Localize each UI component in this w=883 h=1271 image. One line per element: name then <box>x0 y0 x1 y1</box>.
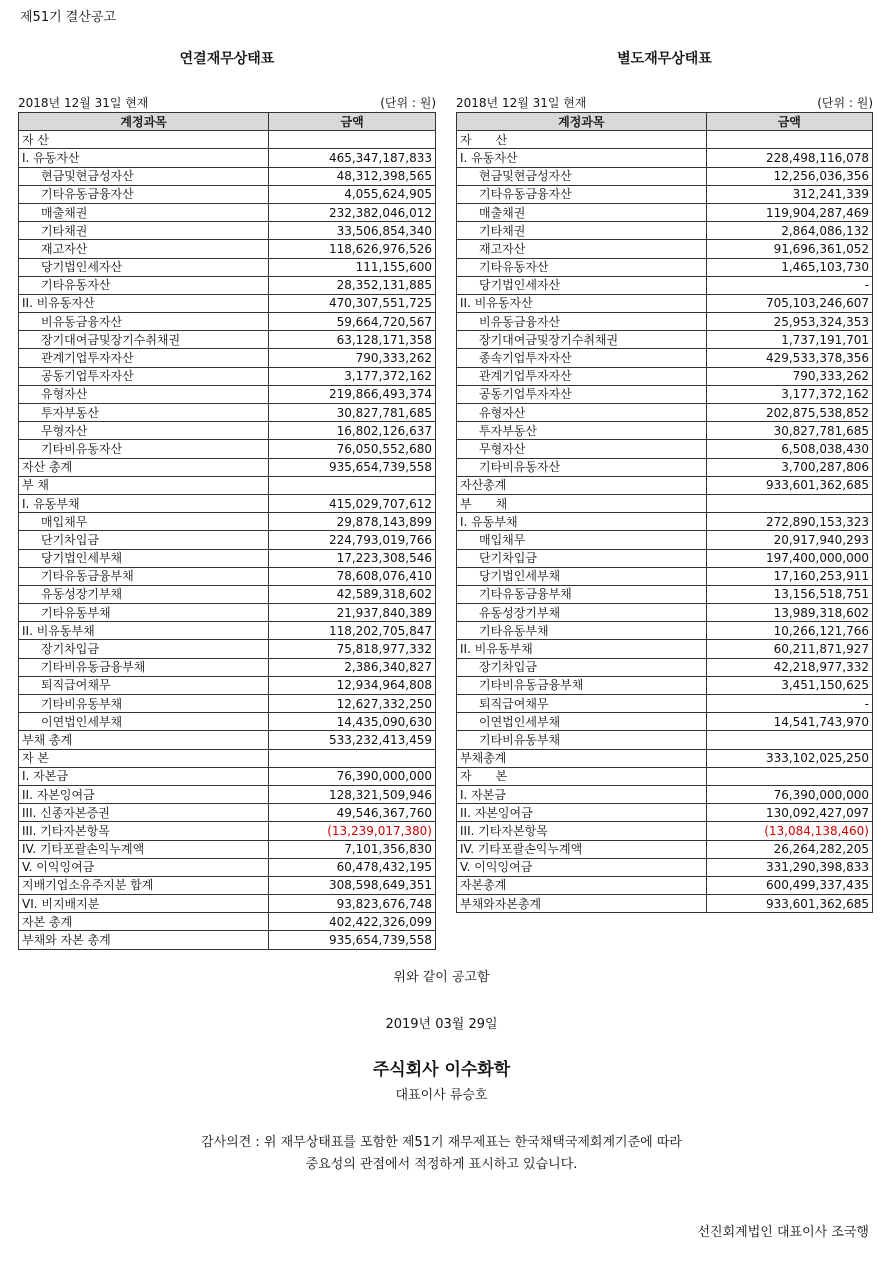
amount-cell: 17,223,308,546 <box>269 549 436 567</box>
account-cell: 기타유동자산 <box>19 276 269 294</box>
amount-cell: 308,598,649,351 <box>269 876 436 894</box>
table-row <box>457 585 873 603</box>
amount-cell: 228,498,116,078 <box>706 149 872 167</box>
table-row <box>19 458 436 476</box>
table-row <box>19 149 436 167</box>
table-row <box>457 476 873 494</box>
table-row <box>457 185 873 203</box>
amount-cell: 14,541,743,970 <box>706 713 872 731</box>
amount-cell: 333,102,025,250 <box>706 749 872 767</box>
consolidated-unit: (단위 : 원) <box>380 96 436 110</box>
amount-cell: 4,055,624,905 <box>269 185 436 203</box>
account-cell: 기타채권 <box>457 222 707 240</box>
consolidated-rows <box>19 131 436 949</box>
amount-cell: 7,101,356,830 <box>269 840 436 858</box>
amount-cell: 28,352,131,885 <box>269 276 436 294</box>
account-cell: II. 자본잉여금 <box>19 785 269 803</box>
amount-cell: 91,696,361,052 <box>706 240 872 258</box>
table-row <box>19 895 436 913</box>
table-row <box>19 931 436 949</box>
amount-cell: 1,737,191,701 <box>706 331 872 349</box>
account-cell: 매입채무 <box>457 531 707 549</box>
table-row <box>457 767 873 785</box>
amount-cell: 48,312,398,565 <box>269 167 436 185</box>
amount-cell: 26,264,282,205 <box>706 840 872 858</box>
amount-cell <box>706 731 872 749</box>
account-cell: I. 자본금 <box>457 785 707 803</box>
amount-cell: 600,499,337,435 <box>706 876 872 894</box>
account-cell: 지배기업소유주지분 합계 <box>19 876 269 894</box>
table-row <box>457 749 873 767</box>
amount-cell: 16,802,126,637 <box>269 422 436 440</box>
account-cell: 기타비유동부채 <box>457 731 707 749</box>
table-row <box>457 622 873 640</box>
account-cell: 관계기업투자자산 <box>19 349 269 367</box>
table-row <box>457 640 873 658</box>
table-row <box>457 658 873 676</box>
account-cell: II. 비유동부채 <box>457 640 707 658</box>
account-cell: 비유동금융자산 <box>457 313 707 331</box>
consolidated-date: 2018년 12월 31일 현재 <box>18 96 149 110</box>
amount-cell: 49,546,367,760 <box>269 804 436 822</box>
notice-date: 2019년 03월 29일 <box>385 1017 498 1032</box>
amount-cell: 3,177,372,162 <box>706 385 872 403</box>
account-cell: 당기법인세자산 <box>457 276 707 294</box>
account-cell: 재고자산 <box>457 240 707 258</box>
account-cell: 현금및현금성자산 <box>457 167 707 185</box>
amount-cell: 42,589,318,602 <box>269 585 436 603</box>
account-cell: 재고자산 <box>19 240 269 258</box>
table-row <box>457 240 873 258</box>
amount-cell: 13,156,518,751 <box>706 585 872 603</box>
account-cell: 부 채 <box>457 494 707 512</box>
account-cell: 부채와 자본 총계 <box>19 931 269 949</box>
account-cell: 단기차입금 <box>457 549 707 567</box>
amount-cell: 935,654,739,558 <box>269 458 436 476</box>
table-header-row <box>457 113 873 131</box>
account-cell: III. 기타자본항목 <box>457 822 707 840</box>
amount-cell: - <box>706 695 872 713</box>
company-name: 주식회사 이수화학 <box>372 1060 511 1080</box>
amount-cell: 75,818,977,332 <box>269 640 436 658</box>
table-row <box>19 913 436 931</box>
table-row <box>19 622 436 640</box>
table-row <box>19 785 436 803</box>
amount-cell: (13,084,138,460) <box>706 822 872 840</box>
table-row <box>457 422 873 440</box>
account-cell: 기타비유동부채 <box>19 695 269 713</box>
amount-cell: 331,290,398,833 <box>706 858 872 876</box>
table-row <box>19 131 436 149</box>
table-row <box>19 185 436 203</box>
amount-cell <box>269 131 436 149</box>
account-cell: 기타유동금융부채 <box>19 567 269 585</box>
amount-cell: 790,333,262 <box>269 349 436 367</box>
table-row <box>19 240 436 258</box>
table-row <box>19 676 436 694</box>
amount-cell <box>269 749 436 767</box>
account-cell: IV. 기타포괄손익누계액 <box>457 840 707 858</box>
amount-cell: 29,878,143,899 <box>269 513 436 531</box>
audit-opinion-line-1: 감사의견 : 위 재무상태표를 포함한 제51기 재무제표는 한국채택국제회계기준에 따라 <box>201 1135 682 1150</box>
table-row <box>457 840 873 858</box>
table-row <box>457 313 873 331</box>
table-row <box>19 567 436 585</box>
account-column-header: 계정과목 <box>457 113 707 131</box>
account-cell: 공동기업투자자산 <box>457 385 707 403</box>
account-cell: II. 자본잉여금 <box>457 804 707 822</box>
account-cell: 기타유동부채 <box>19 604 269 622</box>
amount-cell: 63,128,171,358 <box>269 331 436 349</box>
account-cell: 기타비유동자산 <box>457 458 707 476</box>
table-row <box>457 203 873 221</box>
amount-cell: 2,864,086,132 <box>706 222 872 240</box>
amount-cell: 119,904,287,469 <box>706 203 872 221</box>
amount-cell: 3,700,287,806 <box>706 458 872 476</box>
table-row <box>19 804 436 822</box>
amount-cell: 76,050,552,680 <box>269 440 436 458</box>
account-cell: 기타유동자산 <box>457 258 707 276</box>
amount-cell: 20,917,940,293 <box>706 531 872 549</box>
account-cell: III. 신종자본증권 <box>19 804 269 822</box>
account-cell: III. 기타자본항목 <box>19 822 269 840</box>
account-cell: 자 산 <box>19 131 269 149</box>
table-row <box>19 167 436 185</box>
account-cell: I. 유동자산 <box>457 149 707 167</box>
amount-cell: 3,177,372,162 <box>269 367 436 385</box>
account-cell: 기타유동금융부채 <box>457 585 707 603</box>
amount-cell: 12,256,036,356 <box>706 167 872 185</box>
account-cell: 유동성장기부채 <box>457 604 707 622</box>
table-row <box>457 331 873 349</box>
table-row <box>457 822 873 840</box>
table-row <box>457 895 873 913</box>
account-cell: 종속기업투자자산 <box>457 349 707 367</box>
account-cell: 장기대여금및장기수취채권 <box>19 331 269 349</box>
table-row <box>457 440 873 458</box>
consolidated-balance-sheet <box>18 44 436 950</box>
amount-cell <box>706 767 872 785</box>
account-cell: 부채 총계 <box>19 731 269 749</box>
account-cell: 매출채권 <box>457 203 707 221</box>
account-cell: 부채총계 <box>457 749 707 767</box>
amount-cell: 33,506,854,340 <box>269 222 436 240</box>
table-row <box>457 149 873 167</box>
table-row <box>19 640 436 658</box>
table-row <box>457 731 873 749</box>
separate-meta <box>456 94 873 112</box>
account-cell: 현금및현금성자산 <box>19 167 269 185</box>
amount-cell: 93,823,676,748 <box>269 895 436 913</box>
account-cell: VI. 비지배지분 <box>19 895 269 913</box>
amount-cell: 272,890,153,323 <box>706 513 872 531</box>
notice-heading: 제51기 결산공고 <box>20 10 117 25</box>
account-cell: 당기법인세부채 <box>457 567 707 585</box>
amount-cell: 197,400,000,000 <box>706 549 872 567</box>
amount-cell: 42,218,977,332 <box>706 658 872 676</box>
amount-cell: 60,478,432,195 <box>269 858 436 876</box>
separate-date: 2018년 12월 31일 현재 <box>456 96 587 110</box>
table-row <box>19 367 436 385</box>
amount-cell: 60,211,871,927 <box>706 640 872 658</box>
account-cell: 무형자산 <box>19 422 269 440</box>
amount-cell: 12,934,964,808 <box>269 676 436 694</box>
amount-cell: 312,241,339 <box>706 185 872 203</box>
account-cell: 자 본 <box>457 767 707 785</box>
table-row <box>19 585 436 603</box>
table-row <box>19 313 436 331</box>
table-row <box>457 349 873 367</box>
account-cell: 공동기업투자자산 <box>19 367 269 385</box>
table-row <box>19 331 436 349</box>
account-cell: 장기차입금 <box>457 658 707 676</box>
amount-cell <box>706 494 872 512</box>
account-cell: V. 이익잉여금 <box>457 858 707 876</box>
table-row <box>457 167 873 185</box>
amount-column-header: 금액 <box>706 113 872 131</box>
amount-cell: 14,435,090,630 <box>269 713 436 731</box>
table-row <box>457 858 873 876</box>
amount-cell <box>269 476 436 494</box>
table-row <box>19 476 436 494</box>
account-cell: 관계기업투자자산 <box>457 367 707 385</box>
account-cell: 매입채무 <box>19 513 269 531</box>
table-row <box>19 294 436 312</box>
separate-unit: (단위 : 원) <box>817 96 873 110</box>
account-cell: 기타유동금융자산 <box>19 185 269 203</box>
account-cell: 부채와자본총계 <box>457 895 707 913</box>
table-row <box>19 731 436 749</box>
table-row <box>19 422 436 440</box>
table-row <box>457 494 873 512</box>
table-row <box>457 385 873 403</box>
table-row <box>457 294 873 312</box>
amount-cell: 130,092,427,097 <box>706 804 872 822</box>
table-row <box>19 840 436 858</box>
table-row <box>457 804 873 822</box>
account-cell: 기타비유동금융부채 <box>19 658 269 676</box>
consolidated-meta <box>18 94 436 112</box>
table-row <box>19 349 436 367</box>
notice-statement: 위와 같이 공고함 <box>393 970 490 985</box>
amount-cell: 2,386,340,827 <box>269 658 436 676</box>
amount-cell: - <box>706 276 872 294</box>
amount-cell: 219,866,493,374 <box>269 385 436 403</box>
account-cell: 기타채권 <box>19 222 269 240</box>
table-row <box>19 531 436 549</box>
table-row <box>19 713 436 731</box>
table-row <box>19 222 436 240</box>
amount-cell: 111,155,600 <box>269 258 436 276</box>
table-row <box>19 385 436 403</box>
table-row <box>457 695 873 713</box>
amount-cell: 224,793,019,766 <box>269 531 436 549</box>
separate-rows <box>457 131 873 913</box>
account-cell: 당기법인세부채 <box>19 549 269 567</box>
amount-cell: 25,953,324,353 <box>706 313 872 331</box>
table-row <box>457 567 873 585</box>
account-cell: 기타유동부채 <box>457 622 707 640</box>
amount-cell: 118,202,705,847 <box>269 622 436 640</box>
table-row <box>457 131 873 149</box>
table-row <box>457 604 873 622</box>
separate-title: 별도재무상태표 <box>617 51 712 67</box>
amount-cell: 78,608,076,410 <box>269 567 436 585</box>
amount-cell: 59,664,720,567 <box>269 313 436 331</box>
amount-cell: 202,875,538,852 <box>706 404 872 422</box>
amount-cell <box>706 131 872 149</box>
amount-cell: 402,422,326,099 <box>269 913 436 931</box>
amount-cell: 6,508,038,430 <box>706 440 872 458</box>
account-cell: 부 채 <box>19 476 269 494</box>
account-cell: 퇴직급여채무 <box>19 676 269 694</box>
amount-cell: 10,266,121,766 <box>706 622 872 640</box>
account-cell: II. 비유동자산 <box>457 294 707 312</box>
separate-balance-sheet <box>456 44 873 913</box>
table-row <box>457 404 873 422</box>
amount-cell: 76,390,000,000 <box>706 785 872 803</box>
table-row <box>19 749 436 767</box>
amount-cell: 12,627,332,250 <box>269 695 436 713</box>
account-cell: IV. 기타포괄손익누계액 <box>19 840 269 858</box>
table-row <box>457 458 873 476</box>
account-cell: V. 이익잉여금 <box>19 858 269 876</box>
account-cell: 자산 총계 <box>19 458 269 476</box>
amount-column-header: 금액 <box>269 113 436 131</box>
table-row <box>19 258 436 276</box>
amount-cell: (13,239,017,380) <box>269 822 436 840</box>
account-cell: II. 비유동자산 <box>19 294 269 312</box>
amount-cell: 13,989,318,602 <box>706 604 872 622</box>
amount-cell: 470,307,551,725 <box>269 294 436 312</box>
table-row <box>457 367 873 385</box>
table-row <box>19 404 436 422</box>
account-cell: 이연법인세부채 <box>457 713 707 731</box>
table-row <box>19 767 436 785</box>
account-cell: 퇴직급여채무 <box>457 695 707 713</box>
table-row <box>457 549 873 567</box>
account-cell: 이연법인세부채 <box>19 713 269 731</box>
account-cell: 투자부동산 <box>19 404 269 422</box>
amount-cell: 21,937,840,389 <box>269 604 436 622</box>
audit-opinion <box>0 1132 883 1176</box>
table-row <box>457 513 873 531</box>
account-cell: 무형자산 <box>457 440 707 458</box>
table-row <box>19 658 436 676</box>
table-row <box>457 713 873 731</box>
table-row <box>19 876 436 894</box>
amount-cell: 118,626,976,526 <box>269 240 436 258</box>
amount-cell: 232,382,046,012 <box>269 203 436 221</box>
amount-cell: 30,827,781,685 <box>269 404 436 422</box>
table-header-row <box>19 113 436 131</box>
table-row <box>19 276 436 294</box>
table-row <box>457 876 873 894</box>
amount-cell: 790,333,262 <box>706 367 872 385</box>
account-cell: 유동성장기부채 <box>19 585 269 603</box>
amount-cell: 30,827,781,685 <box>706 422 872 440</box>
account-cell: 유형자산 <box>19 385 269 403</box>
account-cell: 단기차입금 <box>19 531 269 549</box>
account-cell: 유형자산 <box>457 404 707 422</box>
account-cell: 자 산 <box>457 131 707 149</box>
account-cell: 장기차입금 <box>19 640 269 658</box>
consolidated-title: 연결재무상태표 <box>179 51 275 67</box>
account-cell: 투자부동산 <box>457 422 707 440</box>
table-row <box>19 440 436 458</box>
amount-cell: 933,601,362,685 <box>706 476 872 494</box>
account-cell: 기타비유동자산 <box>19 440 269 458</box>
account-cell: 매출채권 <box>19 203 269 221</box>
table-row <box>19 695 436 713</box>
table-row <box>457 676 873 694</box>
account-cell: 비유동금융자산 <box>19 313 269 331</box>
account-cell: 장기대여금및장기수취채권 <box>457 331 707 349</box>
account-cell: I. 유동부채 <box>19 494 269 512</box>
amount-cell: 1,465,103,730 <box>706 258 872 276</box>
amount-cell: 415,029,707,612 <box>269 494 436 512</box>
ceo-name: 대표이사 류승호 <box>395 1088 488 1103</box>
table-row <box>19 604 436 622</box>
table-row <box>457 276 873 294</box>
table-row <box>457 531 873 549</box>
amount-cell: 933,601,362,685 <box>706 895 872 913</box>
table-row <box>19 513 436 531</box>
amount-cell: 3,451,150,625 <box>706 676 872 694</box>
account-cell: 당기법인세자산 <box>19 258 269 276</box>
audit-opinion-line-2: 중요성의 관점에서 적정하게 표시하고 있습니다. <box>305 1157 578 1172</box>
account-cell: I. 유동부채 <box>457 513 707 531</box>
amount-cell: 935,654,739,558 <box>269 931 436 949</box>
table-row <box>19 549 436 567</box>
account-cell: II. 비유동부채 <box>19 622 269 640</box>
table-row <box>457 222 873 240</box>
table-row <box>457 258 873 276</box>
amount-cell: 17,160,253,911 <box>706 567 872 585</box>
account-cell: 자본총계 <box>457 876 707 894</box>
amount-cell: 429,533,378,356 <box>706 349 872 367</box>
amount-cell: 533,232,413,459 <box>269 731 436 749</box>
table-row <box>19 203 436 221</box>
table-row <box>19 822 436 840</box>
auditor-signature: 선진회계법인 대표이사 조국행 <box>697 1225 869 1240</box>
account-cell: I. 유동자산 <box>19 149 269 167</box>
account-cell: 자산총계 <box>457 476 707 494</box>
amount-cell: 705,103,246,607 <box>706 294 872 312</box>
account-cell: 기타비유동금융부채 <box>457 676 707 694</box>
amount-cell: 465,347,187,833 <box>269 149 436 167</box>
consolidated-table <box>18 112 436 950</box>
account-cell: 자본 총계 <box>19 913 269 931</box>
table-row <box>19 494 436 512</box>
table-row <box>457 785 873 803</box>
account-column-header: 계정과목 <box>19 113 269 131</box>
account-cell: 기타유동금융자산 <box>457 185 707 203</box>
amount-cell: 76,390,000,000 <box>269 767 436 785</box>
amount-cell: 128,321,509,946 <box>269 785 436 803</box>
table-row <box>19 858 436 876</box>
account-cell: I. 자본금 <box>19 767 269 785</box>
account-cell: 자 본 <box>19 749 269 767</box>
separate-table <box>456 112 873 913</box>
